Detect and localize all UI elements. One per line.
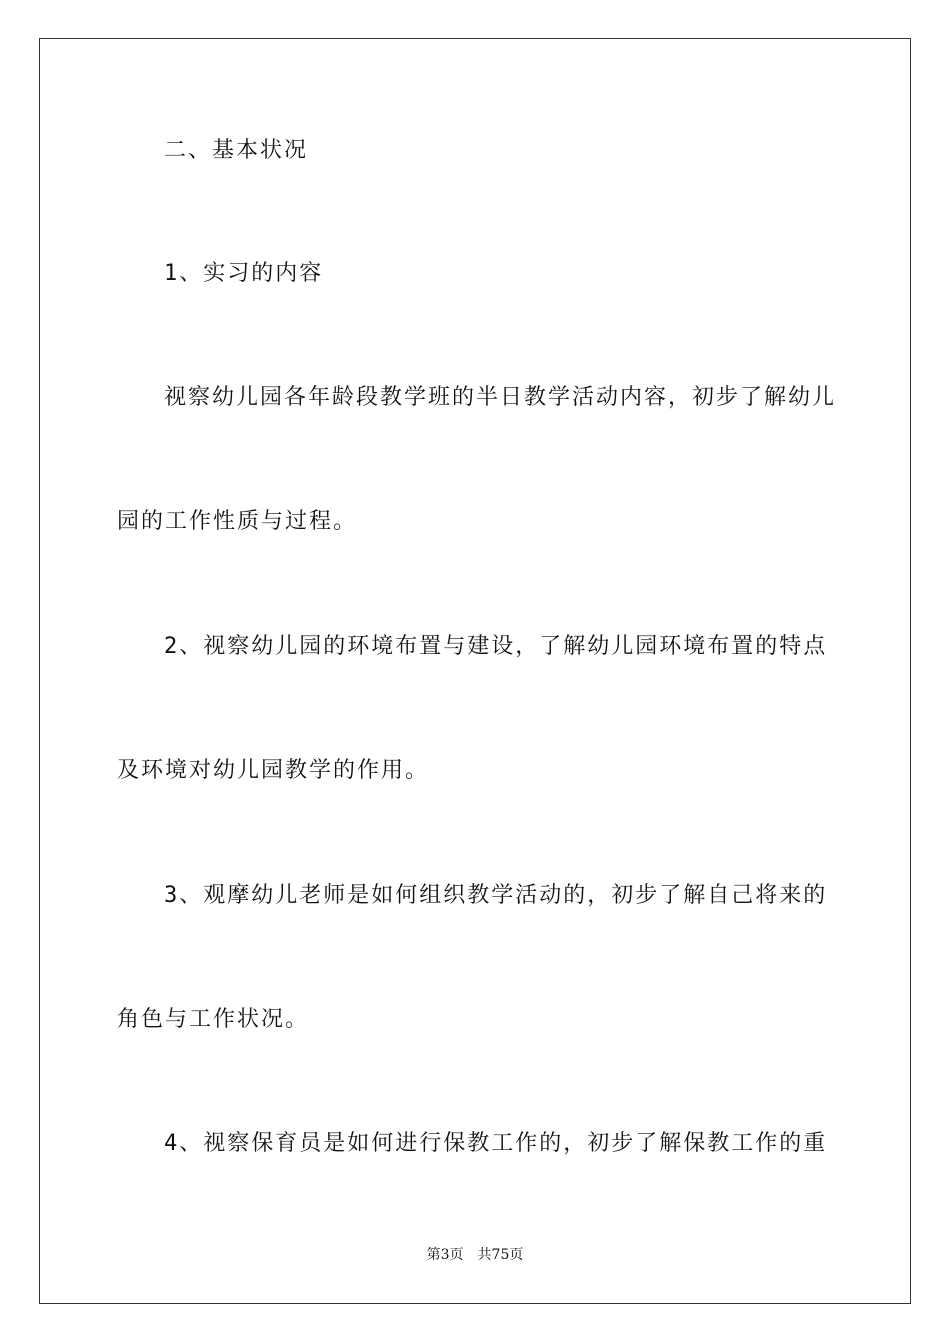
page-frame: [39, 38, 911, 1304]
paragraph-line: 角色与工作状况。: [117, 1007, 310, 1032]
page-total: 共75页: [477, 1247, 524, 1263]
paragraph-line: 4、视察保育员是如何进行保教工作的，初步了解保教工作的重: [164, 1131, 828, 1156]
section-heading: 二、基本状况: [164, 138, 309, 163]
subsection-heading: 1、实习的内容: [164, 261, 324, 286]
page-footer: [0, 1246, 950, 1264]
paragraph-line: 园的工作性质与过程。: [117, 509, 358, 534]
paragraph-line: 2、视察幼儿园的环境布置与建设，了解幼儿园环境布置的特点: [164, 634, 828, 659]
paragraph-line: 视察幼儿园各年龄段教学班的半日教学活动内容，初步了解幼儿: [164, 385, 837, 410]
paragraph-line: 3、观摩幼儿老师是如何组织教学活动的，初步了解自己将来的: [164, 883, 828, 908]
page-number: 第3页: [426, 1247, 464, 1263]
paragraph-line: 及环境对幼儿园教学的作用。: [117, 758, 430, 783]
